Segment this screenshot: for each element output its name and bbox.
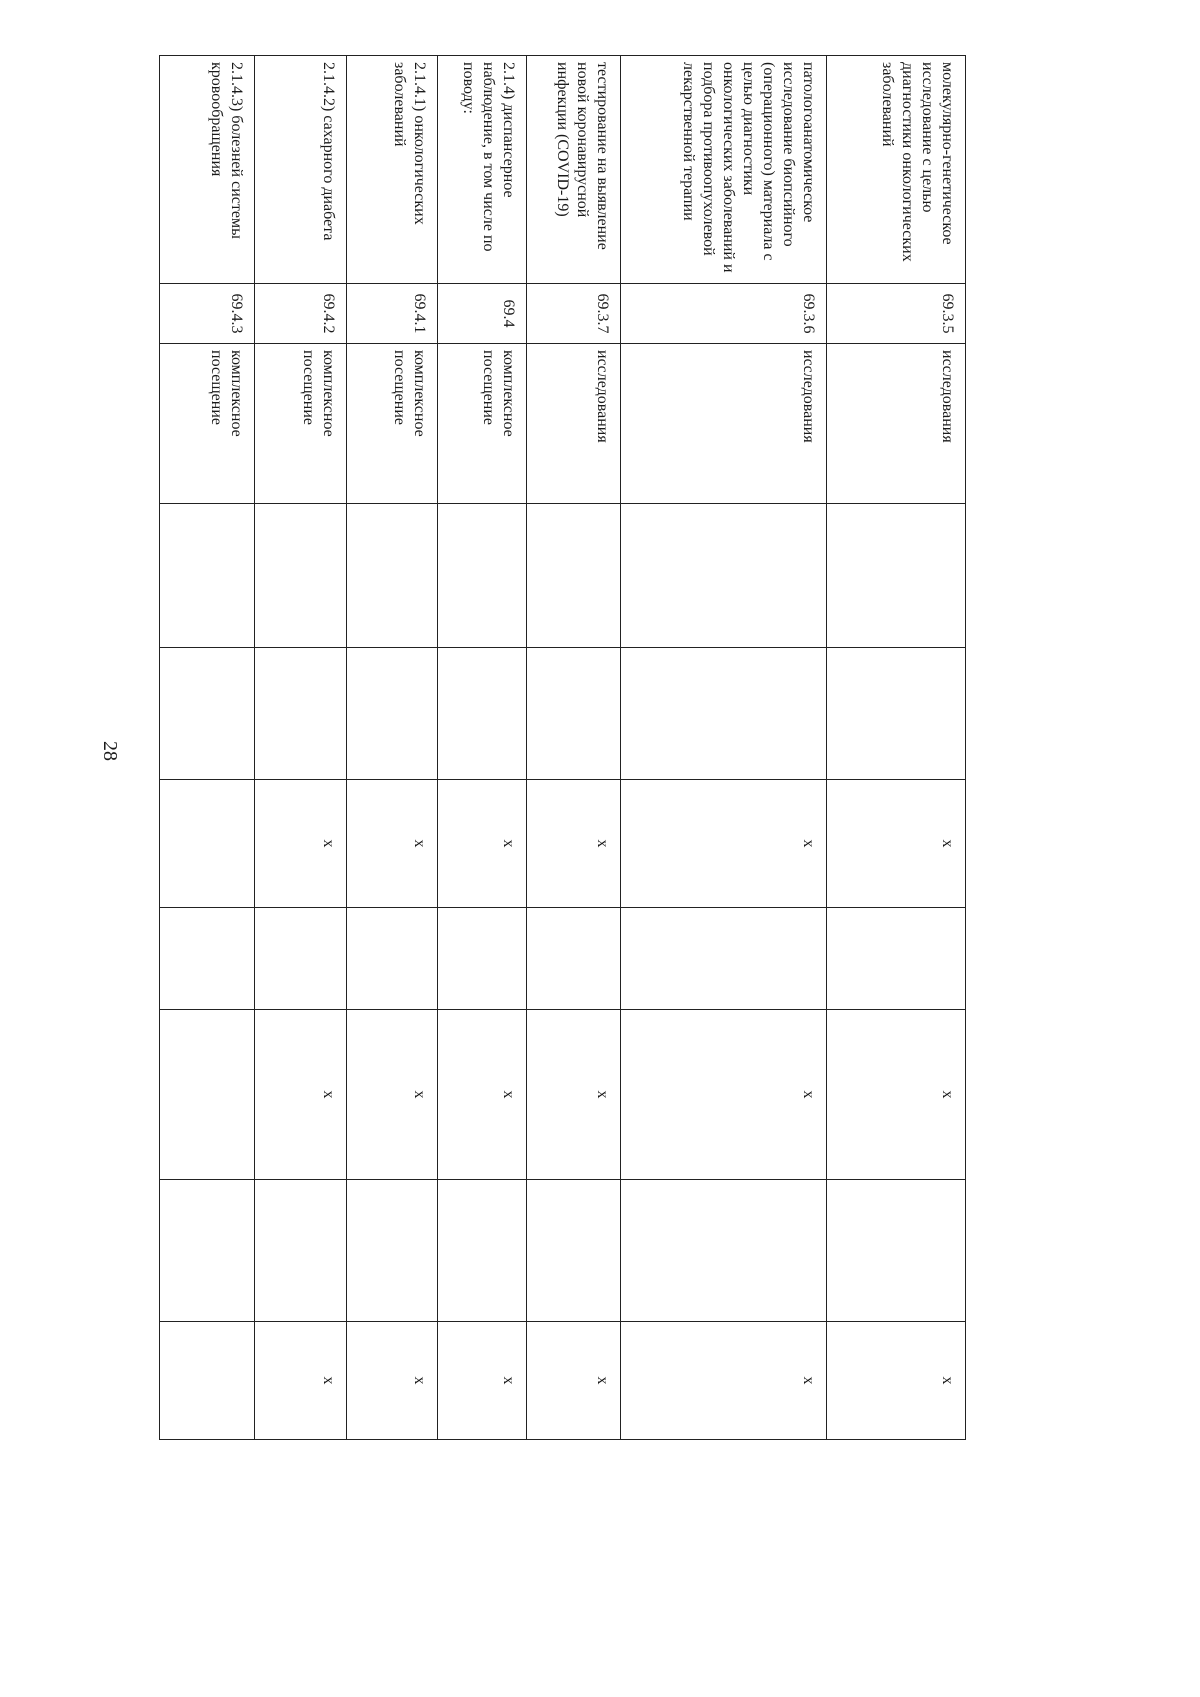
- value-cell: x: [527, 1010, 621, 1180]
- value-cell: [160, 908, 255, 1010]
- value-cell: [347, 648, 438, 780]
- value-cell: x: [527, 1322, 621, 1440]
- row-code-cell: 69.4.1: [347, 284, 438, 344]
- table-body: [160, 56, 966, 1440]
- row-code-cell: 69.3.6: [621, 284, 827, 344]
- value-cell: x: [347, 780, 438, 908]
- value-cell: x: [438, 780, 527, 908]
- value-cell: x: [255, 780, 347, 908]
- value-cell: [255, 1180, 347, 1322]
- row-unit-cell: исследования: [827, 344, 966, 504]
- row-name-cell: 2.1.4.2) сахарного диабета: [255, 56, 347, 284]
- row-unit-cell: комплексное посещение: [438, 344, 527, 504]
- value-cell: [438, 504, 527, 648]
- value-cell: x: [255, 1010, 347, 1180]
- value-cell: [438, 1180, 527, 1322]
- value-cell: x: [347, 1010, 438, 1180]
- value-cell: [827, 908, 966, 1010]
- value-cell: [255, 648, 347, 780]
- table-row: [621, 56, 827, 1440]
- row-name-cell: молекулярно-генетическое исследование с целью диагностики онкологических заболеваний: [827, 56, 966, 284]
- table-row: [255, 56, 347, 1440]
- row-unit-cell: комплексное посещение: [160, 344, 255, 504]
- value-cell: [160, 1010, 255, 1180]
- row-unit-cell: исследования: [527, 344, 621, 504]
- value-cell: [255, 504, 347, 648]
- value-cell: x: [438, 1010, 527, 1180]
- value-cell: [827, 504, 966, 648]
- value-cell: [621, 1180, 827, 1322]
- value-cell: x: [621, 1010, 827, 1180]
- page-number: 28: [99, 741, 121, 761]
- row-unit-cell: комплексное посещение: [347, 344, 438, 504]
- table-container: [160, 55, 966, 1439]
- value-cell: [160, 780, 255, 908]
- value-cell: [347, 504, 438, 648]
- table-row: [827, 56, 966, 1440]
- row-name-cell: 2.1.4) диспансерное наблюдение, в том числе по поводу:: [438, 56, 527, 284]
- value-cell: [621, 908, 827, 1010]
- data-table: [159, 55, 966, 1440]
- value-cell: [438, 908, 527, 1010]
- value-cell: x: [621, 1322, 827, 1440]
- row-code-cell: 69.4: [438, 284, 527, 344]
- table-row: [438, 56, 527, 1440]
- row-name-cell: патологоанатомическое исследование биопсийного (операционного) материала с целью диагностики онкологических заболеваний и подбора противоопухолевой лекарственной терапии: [621, 56, 827, 284]
- value-cell: [621, 648, 827, 780]
- row-code-cell: 69.3.7: [527, 284, 621, 344]
- row-name-cell: 2.1.4.1) онкологических заболеваний: [347, 56, 438, 284]
- value-cell: [527, 908, 621, 1010]
- value-cell: x: [621, 780, 827, 908]
- value-cell: [160, 1180, 255, 1322]
- value-cell: x: [527, 780, 621, 908]
- value-cell: [347, 908, 438, 1010]
- value-cell: [160, 504, 255, 648]
- value-cell: [160, 648, 255, 780]
- row-name-cell: 2.1.4.3) болезней системы кровообращения: [160, 56, 255, 284]
- value-cell: [160, 1322, 255, 1440]
- row-unit-cell: комплексное посещение: [255, 344, 347, 504]
- value-cell: [527, 648, 621, 780]
- value-cell: [527, 1180, 621, 1322]
- value-cell: x: [438, 1322, 527, 1440]
- table-row: [527, 56, 621, 1440]
- row-code-cell: 69.4.3: [160, 284, 255, 344]
- value-cell: [438, 648, 527, 780]
- value-cell: x: [827, 1322, 966, 1440]
- value-cell: [347, 1180, 438, 1322]
- row-unit-cell: исследования: [621, 344, 827, 504]
- row-code-cell: 69.4.2: [255, 284, 347, 344]
- value-cell: x: [347, 1322, 438, 1440]
- value-cell: [527, 504, 621, 648]
- value-cell: x: [827, 780, 966, 908]
- value-cell: x: [255, 1322, 347, 1440]
- table-row: [160, 56, 255, 1440]
- table-rotator: [160, 55, 966, 1439]
- row-code-cell: 69.3.5: [827, 284, 966, 344]
- table-row: [347, 56, 438, 1440]
- value-cell: x: [827, 1010, 966, 1180]
- value-cell: [255, 908, 347, 1010]
- value-cell: [827, 648, 966, 780]
- row-name-cell: тестирование на выявление новой коронавирусной инфекции (COVID-19): [527, 56, 621, 284]
- value-cell: [621, 504, 827, 648]
- value-cell: [827, 1180, 966, 1322]
